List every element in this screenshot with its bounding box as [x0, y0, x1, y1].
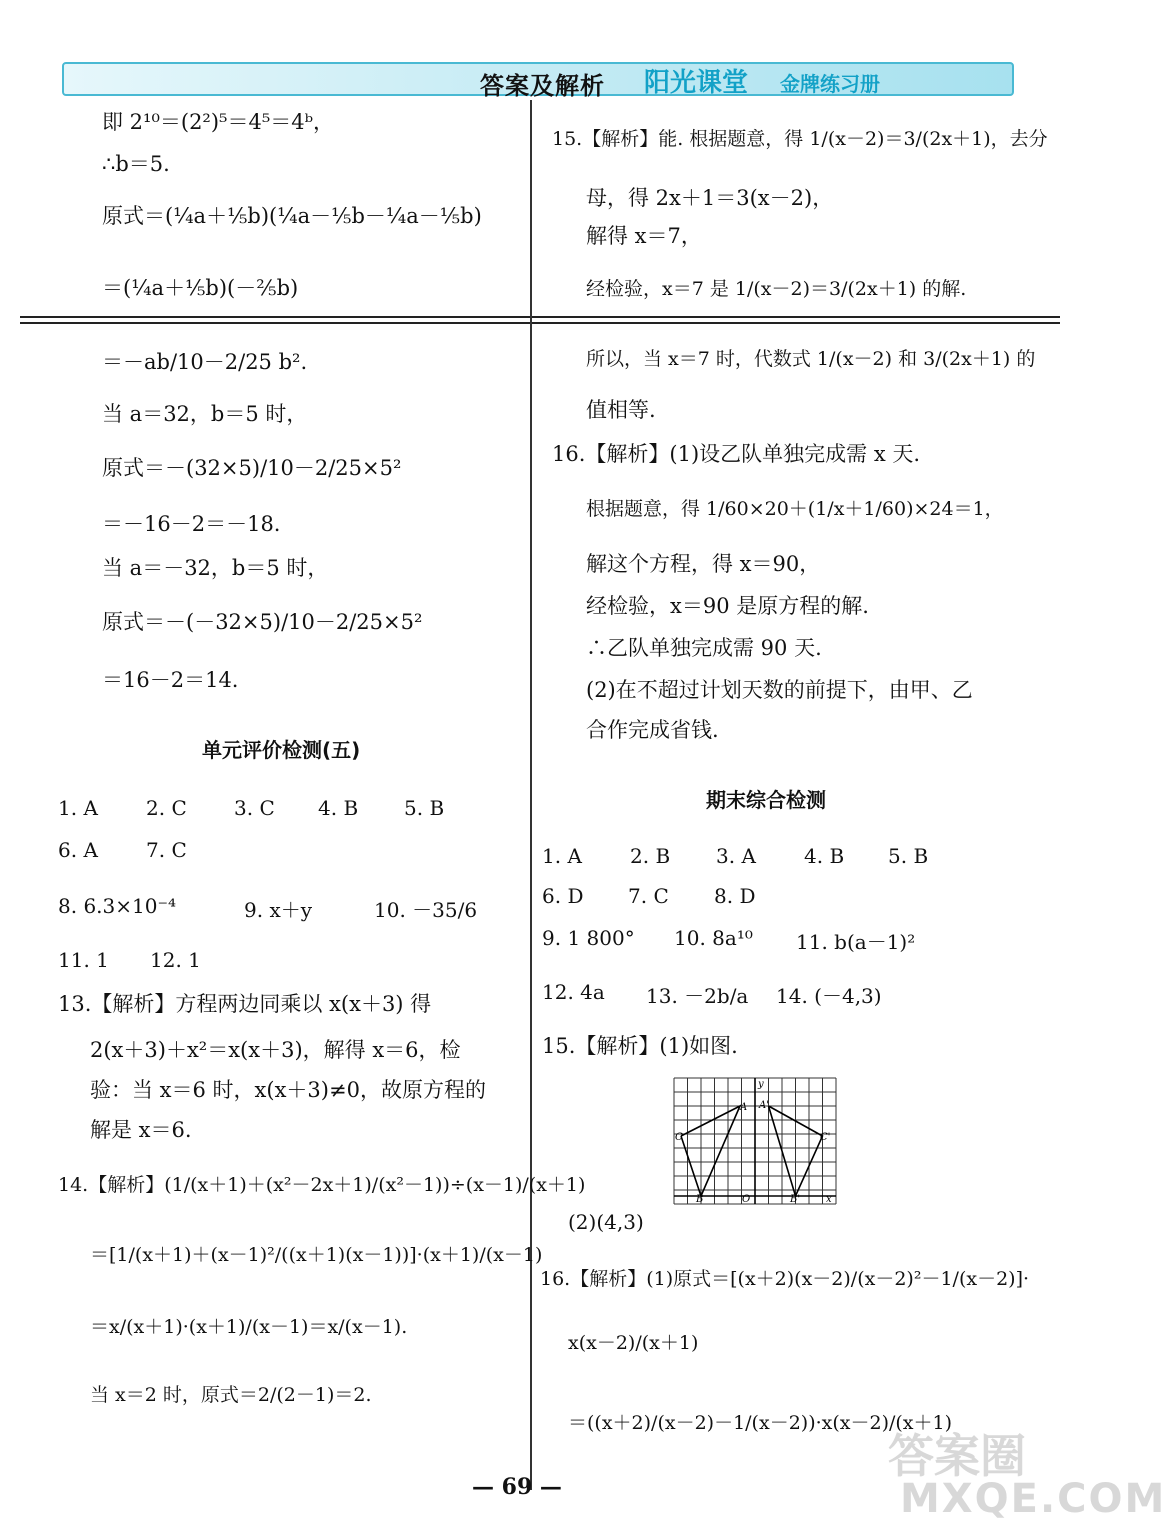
- q15b-line: 15.【解析】(1)如图.: [542, 1034, 738, 1058]
- grid-label-o: O: [742, 1194, 751, 1205]
- q15b-part2: (2)(4,3): [568, 1210, 644, 1234]
- left-line: 原式＝－(－32×5)/10－2/25×5²: [102, 610, 423, 634]
- grid-label-c: C: [675, 1132, 683, 1143]
- q16-line: (2)在不超过计划天数的前提下，由甲、乙: [586, 678, 973, 702]
- q16-line: 合作完成省钱.: [586, 718, 719, 742]
- answer: 11. b(a－1)²: [796, 930, 916, 954]
- q15-line: 经检验，x＝7 是 1/(x－2)＝3/(2x＋1) 的解.: [586, 278, 967, 300]
- column-divider: [530, 100, 532, 1490]
- left-line: ＝16－2＝14.: [102, 668, 239, 692]
- left-line: ＝(¼a＋⅕b)(－⅖b): [102, 276, 299, 300]
- answer: 10. 8a¹⁰: [674, 926, 753, 950]
- q16-line: ∴乙队单独完成需 90 天.: [586, 636, 822, 660]
- q16-line: 经检验，x＝90 是原方程的解.: [586, 594, 869, 618]
- answer: 8. 6.3×10⁻⁴: [58, 894, 177, 918]
- q16-line: 根据题意，得 1/60×20＋(1/x＋1/60)×24＝1，: [586, 498, 1004, 520]
- left-line: 原式＝(¼a＋⅕b)(¼a－⅕b－¼a－⅕b): [102, 204, 482, 228]
- left-line: ∴b＝5.: [102, 152, 170, 176]
- grid-label-b2: B': [790, 1194, 801, 1205]
- answer: 4. B: [804, 844, 845, 868]
- grid-label-c2: C': [820, 1132, 831, 1143]
- answer: 4. B: [318, 796, 359, 820]
- cut-line-bottom: [20, 322, 1060, 324]
- q13-line: 解是 x＝6.: [90, 1118, 192, 1142]
- q14-line: ＝x/(x＋1)·(x＋1)/(x－1)＝x/(x－1).: [90, 1316, 408, 1338]
- q15-line: 15.【解析】能. 根据题意，得 1/(x－2)＝3/(2x＋1)，去分: [552, 128, 1048, 150]
- q14-line: 当 x＝2 时，原式＝2/(2－1)＝2.: [90, 1384, 372, 1406]
- cut-line-top: [20, 316, 1060, 318]
- q15-line: 解得 x＝7，: [586, 224, 702, 248]
- answer: 1. A: [58, 796, 98, 820]
- q16b-line: 16.【解析】(1)原式＝[(x＋2)(x－2)/(x－2)²－1/(x－2)]·: [540, 1268, 1030, 1290]
- answer: 3. A: [716, 844, 756, 868]
- answer: 12. 4a: [542, 980, 605, 1004]
- q13-line: 验：当 x＝6 时，x(x＋3)≠0，故原方程的: [90, 1078, 486, 1102]
- left-line: ＝－ab/10－2/25 b².: [102, 350, 308, 374]
- q13-line: 13.【解析】方程两边同乘以 x(x＋3) 得: [58, 992, 432, 1016]
- q14-line: 14.【解析】(1/(x＋1)＋(x²－2x＋1)/(x²－1))÷(x－1)/(x＋1): [58, 1174, 586, 1196]
- grid-label-a2: A': [759, 1100, 769, 1111]
- q13-line: 2(x＋3)＋x²＝x(x＋3)，解得 x＝6，检: [90, 1038, 461, 1062]
- left-line: 当 a＝32，b＝5 时，: [102, 402, 308, 426]
- section-title-unit5: 单元评价检测(五): [202, 738, 361, 762]
- q14-line: ＝[1/(x＋1)＋(x－1)²/((x＋1)(x－1))]·(x＋1)/(x－1): [90, 1244, 543, 1266]
- q16-line: 解这个方程，得 x＝90，: [586, 552, 821, 576]
- answer: 7. C: [628, 884, 669, 908]
- answer: 14. (－4,3): [776, 984, 882, 1008]
- answer: 8. D: [714, 884, 756, 908]
- answer: 10. －35/6: [374, 898, 478, 922]
- header-series: 金牌练习册: [780, 72, 880, 96]
- watermark-url: MXQE.COM: [900, 1476, 1166, 1522]
- grid-label-x: x: [826, 1194, 832, 1205]
- answer: 2. C: [146, 796, 187, 820]
- header-title: 答案及解析: [480, 72, 605, 100]
- q16b-line: ＝((x＋2)/(x－2)－1/(x－2))·x(x－2)/(x＋1): [568, 1412, 953, 1434]
- answer: 6. D: [542, 884, 584, 908]
- q16-line: 16.【解析】(1)设乙队单独完成需 x 天.: [552, 442, 921, 466]
- left-line: ＝－16－2＝－18.: [102, 512, 281, 536]
- page-number: — 69 —: [472, 1474, 562, 1500]
- answer: 11. 1: [58, 948, 109, 972]
- left-line: 原式＝－(32×5)/10－2/25×5²: [102, 456, 402, 480]
- watermark-logo: 答案圈: [888, 1429, 1026, 1483]
- left-line: 当 a＝－32，b＝5 时，: [102, 556, 329, 580]
- answer: 9. x＋y: [244, 898, 313, 922]
- answer: 3. C: [234, 796, 275, 820]
- answer: 13. －2b/a: [646, 984, 749, 1008]
- grid-label-b: B: [696, 1194, 704, 1205]
- grid-label-y: y: [758, 1079, 764, 1090]
- header-brand: 阳光课堂: [644, 68, 749, 98]
- section-title-final: 期末综合检测: [706, 788, 826, 812]
- answer: 1. A: [542, 844, 582, 868]
- answer: 7. C: [146, 838, 187, 862]
- answer: 2. B: [630, 844, 671, 868]
- answer: 9. 1 800°: [542, 926, 635, 950]
- answer: 5. B: [404, 796, 445, 820]
- coordinate-grid-figure: [674, 1078, 836, 1204]
- answer: 6. A: [58, 838, 98, 862]
- q15-line: 值相等.: [586, 398, 656, 422]
- q15-line: 所以，当 x＝7 时，代数式 1/(x－2) 和 3/(2x＋1) 的: [586, 348, 1036, 370]
- q16b-line: x(x－2)/(x＋1): [568, 1332, 699, 1354]
- answer: 12. 1: [150, 948, 201, 972]
- answer: 5. B: [888, 844, 929, 868]
- left-line: 即 2¹⁰＝(2²)⁵＝4⁵＝4ᵇ，: [102, 110, 334, 134]
- grid-label-a: A: [740, 1102, 748, 1113]
- q15-line: 母，得 2x＋1＝3(x－2)，: [586, 186, 834, 210]
